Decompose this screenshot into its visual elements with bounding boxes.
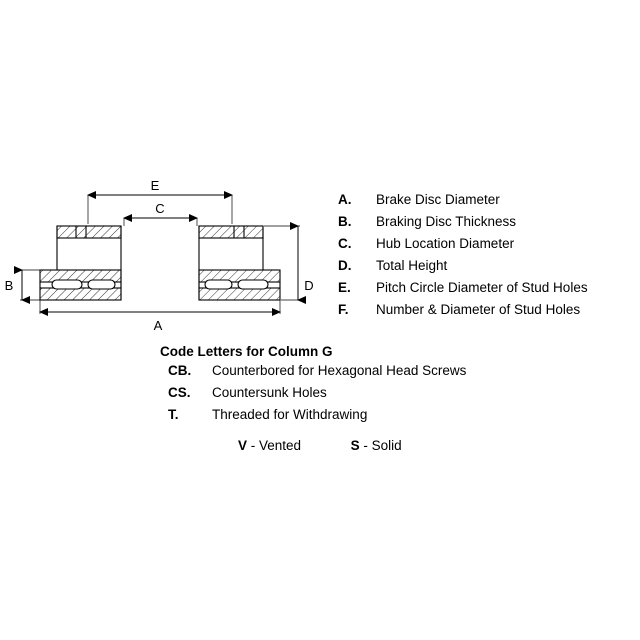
legend-text: Pitch Circle Diameter of Stud Holes [376, 280, 588, 295]
legend-item [338, 214, 638, 236]
vented-text: - Vented [250, 438, 302, 453]
legend-item [338, 236, 638, 258]
legend-text: Total Height [376, 258, 448, 273]
dim-label-E: E [150, 178, 160, 193]
legend-item [338, 192, 638, 214]
legend-key: A. [338, 192, 352, 207]
legend-text: Brake Disc Diameter [376, 192, 500, 207]
code-key: CS. [168, 385, 191, 400]
legend-item [338, 280, 638, 302]
solid-text: - Solid [363, 438, 402, 453]
legend-text: Hub Location Diameter [376, 236, 515, 251]
vented-solid-line [238, 438, 402, 453]
code-text: Threaded for Withdrawing [212, 407, 368, 422]
dim-label-D: D [304, 278, 314, 293]
code-key: T. [168, 407, 179, 422]
dim-label-C: C [155, 201, 165, 216]
dimension-legend [338, 192, 638, 324]
legend-text: Number & Diameter of Stud Holes [376, 302, 581, 317]
legend-key: D. [338, 258, 352, 273]
legend-key: B. [338, 214, 352, 229]
code-key: CB. [168, 363, 192, 378]
brake-disc-drawing [0, 160, 330, 340]
legend-key: C. [338, 236, 352, 251]
dim-label-B: B [4, 278, 14, 293]
legend-item [338, 258, 638, 280]
vented-key: V [238, 438, 248, 453]
code-text: Counterbored for Hexagonal Head Screws [212, 363, 467, 378]
code-text: Countersunk Holes [212, 385, 327, 400]
solid-key: S [350, 438, 360, 453]
code-item [160, 363, 630, 385]
code-item [160, 407, 630, 429]
code-letters-title: Code Letters for Column G [160, 344, 333, 359]
dim-label-A: A [153, 318, 163, 333]
legend-key: F. [338, 302, 349, 317]
legend-key: E. [338, 280, 351, 295]
code-letters-block [160, 344, 630, 429]
legend-item [338, 302, 638, 324]
legend-text: Braking Disc Thickness [376, 214, 517, 229]
code-item [160, 385, 630, 407]
